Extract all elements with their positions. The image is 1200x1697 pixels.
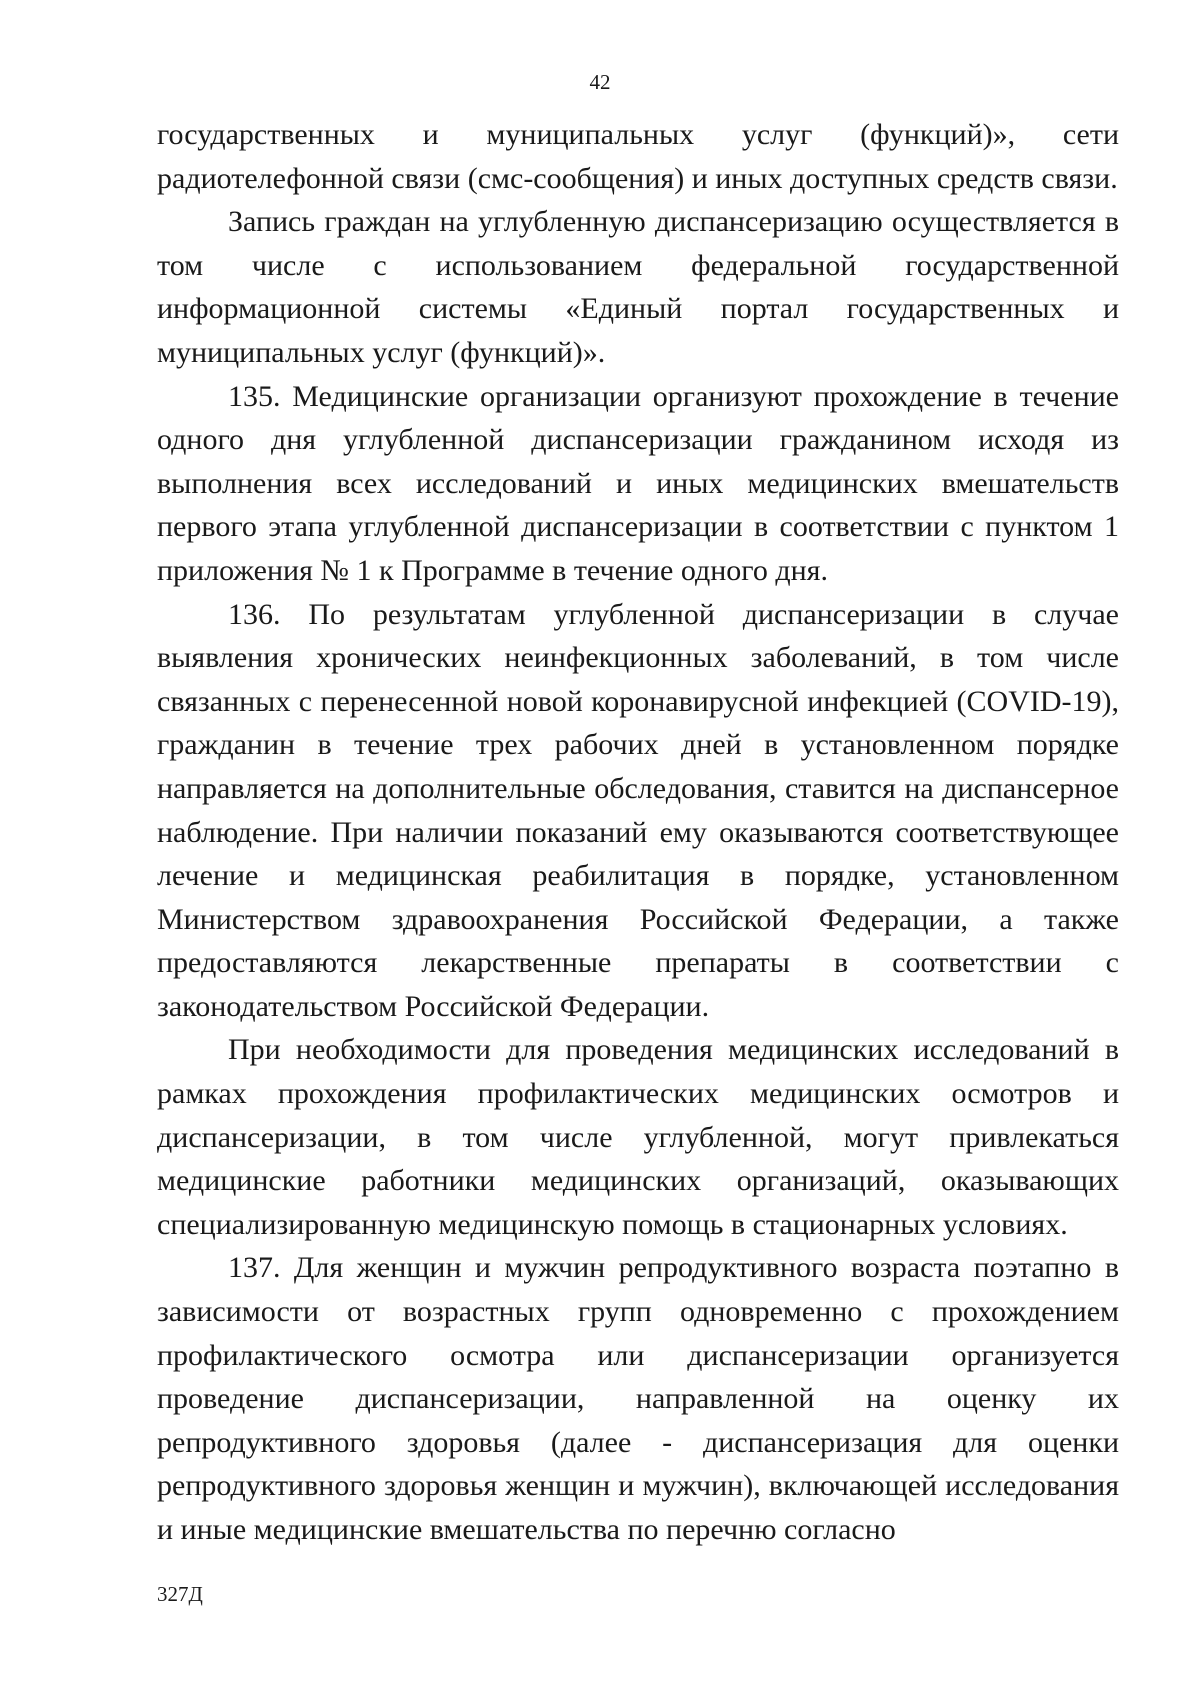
paragraph-continuation: государственных и муниципальных услуг (функций)», сети радиотелефонной связи (смс-сообщения) и иных доступных средств связи. xyxy=(157,118,1119,195)
paragraph-specialists: При необходимости для проведения медицинских исследований в рамках прохождения профилактических медицинских осмотров и диспансеризации, в том числе углубленной, могут привлекаться медицинские работники медицинских организаций, оказывающих специализированную медицинскую помощь в стационарных условиях. xyxy=(157,1033,1119,1241)
document-code: 327Д xyxy=(157,1582,203,1606)
document-body xyxy=(157,113,1119,1552)
paragraph-137: 137. Для женщин и мужчин репродуктивного возраста поэтапно в зависимости от возрастных групп одновременно с прохождением профилактического осмотра или диспансеризации организуется проведение диспансеризации, направленной на оценку их репродуктивного здоровья (далее - диспансеризация для оценки репродуктивного здоровья женщин и мужчин), включающей исследования и иные медицинские вмешательства по перечню согласно xyxy=(157,1251,1119,1546)
page-number: 42 xyxy=(589,70,611,94)
paragraph-136: 136. По результатам углубленной диспансеризации в случае выявления хронических неинфекционных заболеваний, в том числе связанных с перенесенной новой коронавирусной инфекцией (COVID-19), гражданин в течение трех рабочих дней в установленном порядке направляется на дополнительные обследования, ставится на диспансерное наблюдение. При наличии показаний ему оказываются соответствующее лечение и медицинская реабилитация в порядке, установленном Министерством здравоохранения Российской Федерации, а также предоставляются лекарственные препараты в соответствии с законодательством Российской Федерации. xyxy=(157,597,1119,1023)
paragraph-135: 135. Медицинские организации организуют прохождение в течение одного дня углубленной диспансеризации гражданином исходя из выполнения всех исследований и иных медицинских вмешательств первого этапа углубленной диспансеризации в соответствии с пунктом 1 приложения № 1 к Программе в течение одного дня. xyxy=(157,379,1119,587)
paragraph-registration: Запись граждан на углубленную диспансеризацию осуществляется в том числе с использованием федеральной государственной информационной системы «Единый портал государственных и муниципальных услуг (функций)». xyxy=(157,205,1119,369)
